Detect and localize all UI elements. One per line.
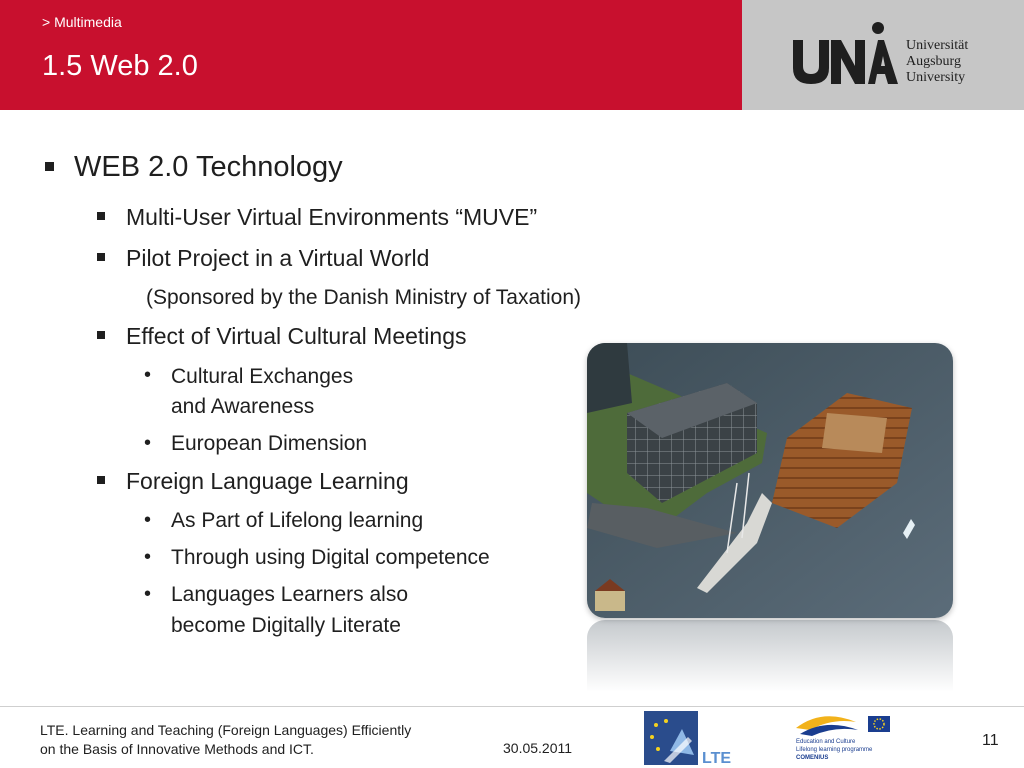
- bullet-dot: •: [144, 509, 152, 531]
- footer-project-name: [40, 721, 411, 759]
- virtual-world-image: [587, 343, 953, 618]
- list-item: Cultural Exchanges: [171, 365, 354, 388]
- list-item-continuation: and Awareness: [171, 395, 315, 418]
- list-item: Languages Learners also: [171, 583, 409, 606]
- footer-line-2: on the Basis of Innovative Methods and ICT.: [40, 741, 314, 757]
- eu-line-1: Education and Culture: [796, 739, 856, 745]
- bullet-square: [97, 331, 105, 339]
- lte-logo-icon: [644, 711, 740, 767]
- image-reflection: [587, 620, 953, 692]
- lte-label: LTE: [702, 750, 732, 767]
- footer-line-1: LTE. Learning and Teaching (Foreign Languages) Efficiently: [40, 722, 412, 738]
- bullet-square: [97, 253, 105, 261]
- list-item: Effect of Virtual Cultural Meetings: [126, 323, 467, 349]
- logo-line-2: Augsburg: [906, 54, 961, 69]
- list-item: Through using Digital competence: [171, 546, 490, 569]
- list-item: As Part of Lifelong learning: [171, 509, 424, 532]
- footer-date: 30.05.2011: [503, 740, 573, 756]
- bullet-dot: •: [144, 546, 152, 568]
- list-item-continuation: become Digitally Literate: [171, 614, 401, 637]
- heading-web20: WEB 2.0 Technology: [74, 151, 343, 183]
- bullet-square: [45, 162, 54, 171]
- logo-line-1: Universität: [906, 38, 969, 53]
- bullet-dot: •: [144, 432, 152, 454]
- bullet-square: [97, 476, 105, 484]
- eu-line-3: COMENIUS: [796, 755, 829, 761]
- eu-programme-text: [796, 738, 872, 762]
- virtual-world-scene-icon: [587, 343, 953, 618]
- list-item: European Dimension: [171, 432, 368, 455]
- list-item: Pilot Project in a Virtual World: [126, 245, 430, 271]
- bullet-square: [97, 212, 105, 220]
- list-item: Foreign Language Learning: [126, 468, 409, 494]
- bullet-dot: •: [144, 364, 152, 386]
- footer-divider: [0, 706, 1024, 707]
- page-title: 1.5 Web 2.0: [42, 50, 198, 82]
- bullet-dot: •: [144, 583, 152, 605]
- eu-line-2: Lifelong learning programme: [796, 747, 873, 753]
- logo-line-3: University: [906, 70, 966, 85]
- page-number: 11: [982, 732, 999, 749]
- list-item-continuation: (Sponsored by the Danish Ministry of Taxation): [146, 286, 581, 309]
- breadcrumb: > Multimedia: [42, 14, 122, 30]
- list-item: Multi-User Virtual Environments “MUVE”: [126, 204, 538, 230]
